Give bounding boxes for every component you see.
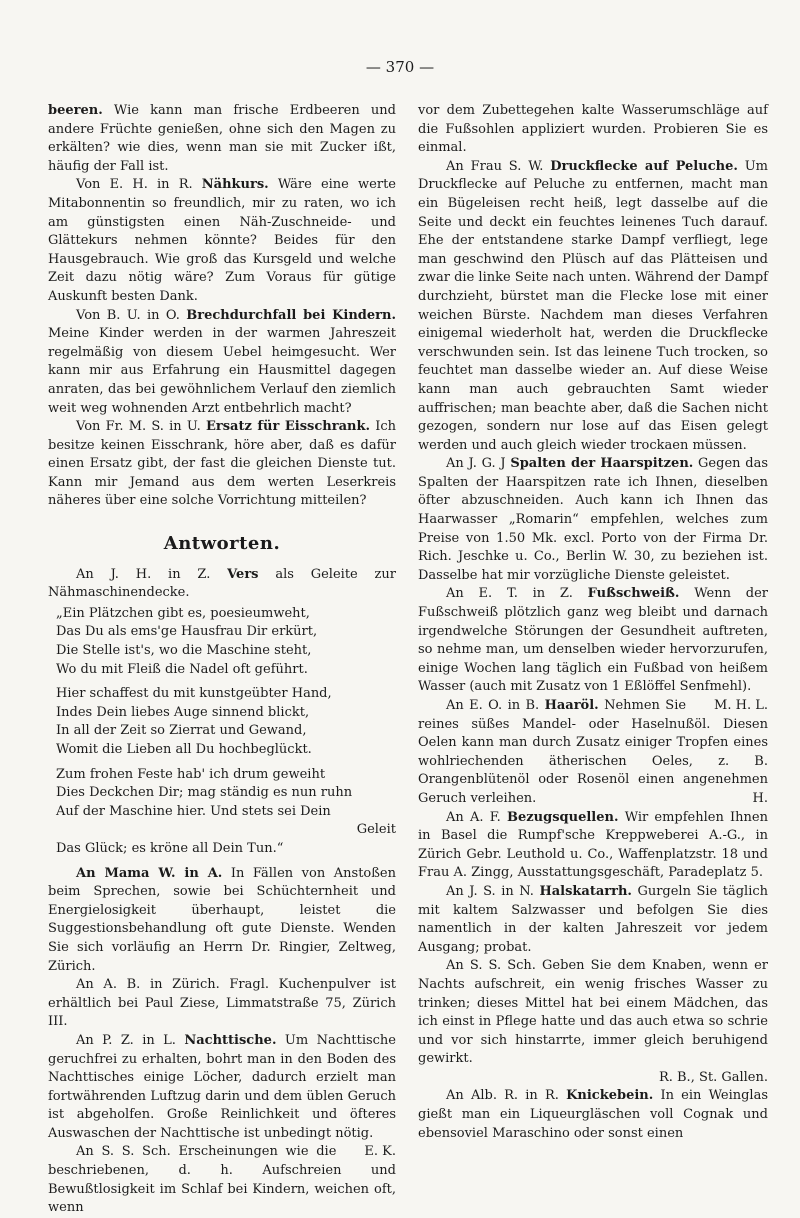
poem-stanza: [56, 605, 396, 679]
answer-text: Gegen das Spalten der Haarspitzen rate ich Ihnen, dieselben öfter abzuschneiden. Auch kann ich Ihnen das Haarwasser „Romarin“ empfehlen, welches zum Preise von 1.50 Mk. excl. Porto von der Firma Dr. Rich. Jeschke u. Co., Berlin W. 30, zu beziehen ist. Dasselbe hat mir vorzügliche Dienste geleistet.: [418, 456, 768, 583]
answer-recipient: An Frau S. W.: [446, 158, 551, 174]
answer-text: Fragl. Kuchenpulver ist erhältlich bei Paul Ziese, Limmatstraße 75, Zürich III.: [48, 977, 397, 1030]
answer-haarspitzen: [418, 455, 768, 585]
answer-title: Spalten der Haarspitzen.: [510, 456, 694, 472]
answer-recipient: An J. G. J: [446, 456, 511, 472]
poem-line: Dies Deckchen Dir; mag ständig es nun ruhn: [56, 785, 353, 801]
answer-title: Nachttische.: [184, 1032, 277, 1048]
answer-title: Knickebein.: [566, 1088, 654, 1104]
question-sender: Von Fr. M. S. in U.: [76, 419, 206, 435]
answer-text: In ein Weinglas gießt man ein Liqueurgläschen voll Cognak und ebensoviel Maraschino oder sonst einen: [418, 1088, 768, 1141]
answer-title: Fußschweiß.: [587, 586, 680, 602]
answer-text: In Fällen von Anstoßen beim Sprechen, sowie bei Schüchternheit und Energielosigkeit überhaupt, leistet die Suggestionsbehandlung oft gute Dienste. Wenden Sie sich vorläufig an Herrn Dr. Ringier, Zeltweg, Zürich.: [48, 865, 396, 974]
poem-line: Auf der Maschine hier. Und stets sei Dein: [56, 803, 331, 819]
poem-line: Zum frohen Feste hab' ich drum geweiht: [56, 766, 326, 782]
answer-recipient: An Mama W. in A.: [76, 865, 223, 881]
answer-recipient: An J. S. in N.: [446, 883, 540, 899]
poem-stanza: [56, 766, 396, 859]
poem-line: Wo du mit Fleiß die Nadel oft geführt.: [56, 661, 308, 677]
answer-recipient: An A. F.: [446, 809, 508, 825]
answer-recipient: An S. S. Sch.: [76, 1144, 171, 1160]
answer-recipient: An A. B. in Zürich.: [76, 977, 220, 993]
continued-text: Wie kann man frische Erdbeeren und andere Früchte genießen, ohne sich den Magen zu erkälten? wie dies, wenn man sie mit Zucker ißt, häufig der Fall ist.: [48, 103, 396, 174]
answer-text: Um Druckflecke auf Peluche zu entfernen, macht man ein Bügeleisen recht heiß, legt dasselbe auf die Seite und deckt ein feuchtes leinenes Tuch darauf. Ehe der entstandene starke Dampf verfliegt, lege man geschwind den Plüsch auf das Plätteisen und zwar die linke Seite nach unten. Während der Dampf durchzieht, bürstet man die Flecke lose mit einer weichen Bürste. Nachdem man dieses Verfahren einigemal wiederholt hat, werden die Druckflecke verschwunden sein. Ist das leinene Tuch trocken, so feuchtet man dasselbe wieder an. Auf diese Weise kann man auch gebrauchten Samt wieder auffrischen; man beachte aber, daß die Sachen nicht gezogen, sondern nur lose auf das Eisen gelegt werden und auch gleich wieder trockaen müssen.: [418, 158, 768, 453]
right-column: [418, 102, 768, 1143]
answer-text: Wenn der Fußschweiß plötzlich ganz weg bleibt und darnach irgendwelche Störungen der Gesundheit auftreten, so nehme man, um denselben wieder hervorzurufen, einige Wochen lang täglich ein Fußbad von heißem Wasser (auch mit Zusatz von 1 Eßlöffel Senfmehl).: [418, 586, 768, 695]
question-brechdurchfall: [48, 307, 396, 419]
answer-continuation: vor dem Zubettegehen kalte Wasserumschläge auf die Fußsohlen appliziert wurden. Probieren Sie es einmal.: [418, 103, 768, 156]
answer-vers: [48, 566, 396, 603]
question-text: Ich besitze keinen Eisschrank, höre aber, daß es dafür einen Ersatz gibt, der fast die gleichen Dienste tut. Kann mir Jemand aus dem werten Leserkreis näheres über eine solche Vorrichtung mitteilen?: [48, 419, 396, 509]
answer-title: Vers: [227, 566, 259, 582]
answer-knickebein: [418, 1087, 768, 1143]
left-column: [48, 102, 396, 1218]
answer-suggestion: [48, 865, 396, 977]
answer-text: als Geleite zur Nähmaschinendecke.: [48, 566, 396, 601]
question-continuation: [48, 102, 396, 176]
answer-recipient: An S. S. Sch.: [446, 958, 536, 974]
question-title: Brechdurchfall bei Kindern.: [186, 307, 396, 323]
question-text: Meine Kinder werden in der warmen Jahreszeit regelmäßig von diesem Uebel heimgesucht. Wer kann mir aus Erfahrung ein Hausmittel dagegen anraten, das bei gewöhnlichem Verlauf den ziemlich weit weg wohnenden Arzt entbehrlich macht?: [48, 326, 396, 416]
answer-recipient: An Alb. R. in R.: [446, 1088, 567, 1104]
answer-recipient: An E. O. in B.: [446, 698, 545, 713]
answer-signature: E. K.: [364, 1144, 396, 1160]
answer-recipient: An J. H. in Z.: [76, 566, 228, 582]
answer-text: Nehmen Sie reines süßes Mandel- oder Haselnußöl. Diesen Oelen kann man durch Zusatz einiger Tropfen eines wohlriechenden ätherischen Oeles, z. B. Orangenblütenöl oder Rosenöl einen angenehmen Geruch verleihen.: [418, 698, 768, 806]
answer-recipient: An P. Z. in L.: [76, 1032, 185, 1048]
answer-recipient: An E. T. in Z.: [446, 586, 588, 602]
poem-line: „Ein Plätzchen gibt es, poesieumweht,: [56, 605, 310, 621]
continued-title: beeren.: [48, 103, 103, 118]
answer-kuchenpulver: [48, 976, 396, 1032]
answer-text: Gurgeln Sie täglich mit kaltem Salzwasser und befolgen Sie dies namentlich in der kalten Jahreszeit vor jedem Ausgang; probat.: [418, 883, 769, 955]
poem-line: Womit die Lieben all Du hochbeglückt.: [56, 742, 312, 757]
question-eisschrank: [48, 418, 396, 511]
answer-text: Wir empfehlen Ihnen in Basel die Rumpf'sche Kreppweberei A.-G., in Zürich Gebr. Leuthold u. Co., Waffenplatzstr. 18 und Frau A. Zingg, Ausstattungsgeschäft, Paradeplatz 5.: [418, 809, 768, 881]
answer-text: Um Nachttische geruchfrei zu erhalten, bohrt man in den Boden des Nachttisches einige Löcher, dadurch erzielt man fortwährenden Luftzug darin und dem üblen Geruch ist abgeholfen. Große Reinlichkeit und öfteres Auswaschen der Nachttische ist unbedingt nötig.: [48, 1032, 396, 1141]
poem-line: Indes Dein liebes Auge sinnend blickt,: [56, 704, 310, 720]
answer-druckflecke: [418, 158, 768, 456]
answer-title: Druckflecke auf Peluche.: [550, 158, 738, 174]
poem-line: Das Du als ems'ge Hausfrau Dir erkürt,: [56, 624, 318, 640]
answer-signature: M. H. L.: [714, 698, 768, 713]
answer-title: Bezugsquellen.: [507, 809, 619, 825]
poem-line: Das Glück; es kröne all Dein Tun.“: [56, 840, 284, 856]
poem: [56, 605, 396, 859]
answer-signature: H.: [752, 790, 768, 806]
section-heading-antworten: Antworten.: [163, 533, 281, 555]
answer-title: Halskatarrh.: [539, 883, 632, 899]
poem-line: In all der Zeit so Zierrat und Gewand,: [56, 723, 307, 739]
answer-title: Haaröl.: [544, 698, 599, 713]
poem-line-overflow: Geleit: [356, 822, 396, 838]
question-naehkurs: [48, 176, 396, 306]
answer-halskatarrh: [418, 883, 768, 957]
question-title: Nähkurs.: [201, 177, 269, 193]
question-sender: Von E. H. in R.: [76, 177, 202, 193]
question-sender: Von B. U. in O.: [76, 307, 187, 323]
page-number: — 370 —: [365, 58, 435, 76]
poem-stanza: [56, 685, 396, 759]
answer-signature: R. B., St. Gallen.: [658, 1069, 768, 1085]
question-title: Ersatz für Eisschrank.: [205, 419, 371, 435]
answer-text: Erscheinungen wie die beschriebenen, d. h. Aufschreien und Bewußtlosigkeit im Schlaf bei Kindern, weichen oft, wenn: [48, 1144, 396, 1216]
poem-line: Hier schaffest du mit kunstgeübter Hand,: [56, 686, 332, 702]
question-text: Wäre eine werte Mitabonnentin so freundlich, mir zu raten, wo ich am günstigsten einen Näh-Zuschneide- und Glättekurs nehmen könnte? Beides für den Hausgebrauch. Wie groß das Kursgeld und welche Zeit dazu nötig wäre? Zum Voraus für gütige Auskunft besten Dank.: [48, 177, 396, 304]
answer-text: Geben Sie dem Knaben, wenn er Nachts aufschreit, ein wenig frisches Wasser zu trinken; dieses Mittel hat bei einem Mädchen, das ich einst in Pflege hatte und das auch etwa so schrie und vor sich hinstarrte, immer gleich beruhigend gewirkt.: [418, 958, 769, 1067]
answer-aufschreien: [418, 957, 768, 1069]
answer-bezugsquellen: [418, 809, 768, 883]
poem-line: Die Stelle ist's, wo die Maschine steht,: [56, 643, 312, 659]
